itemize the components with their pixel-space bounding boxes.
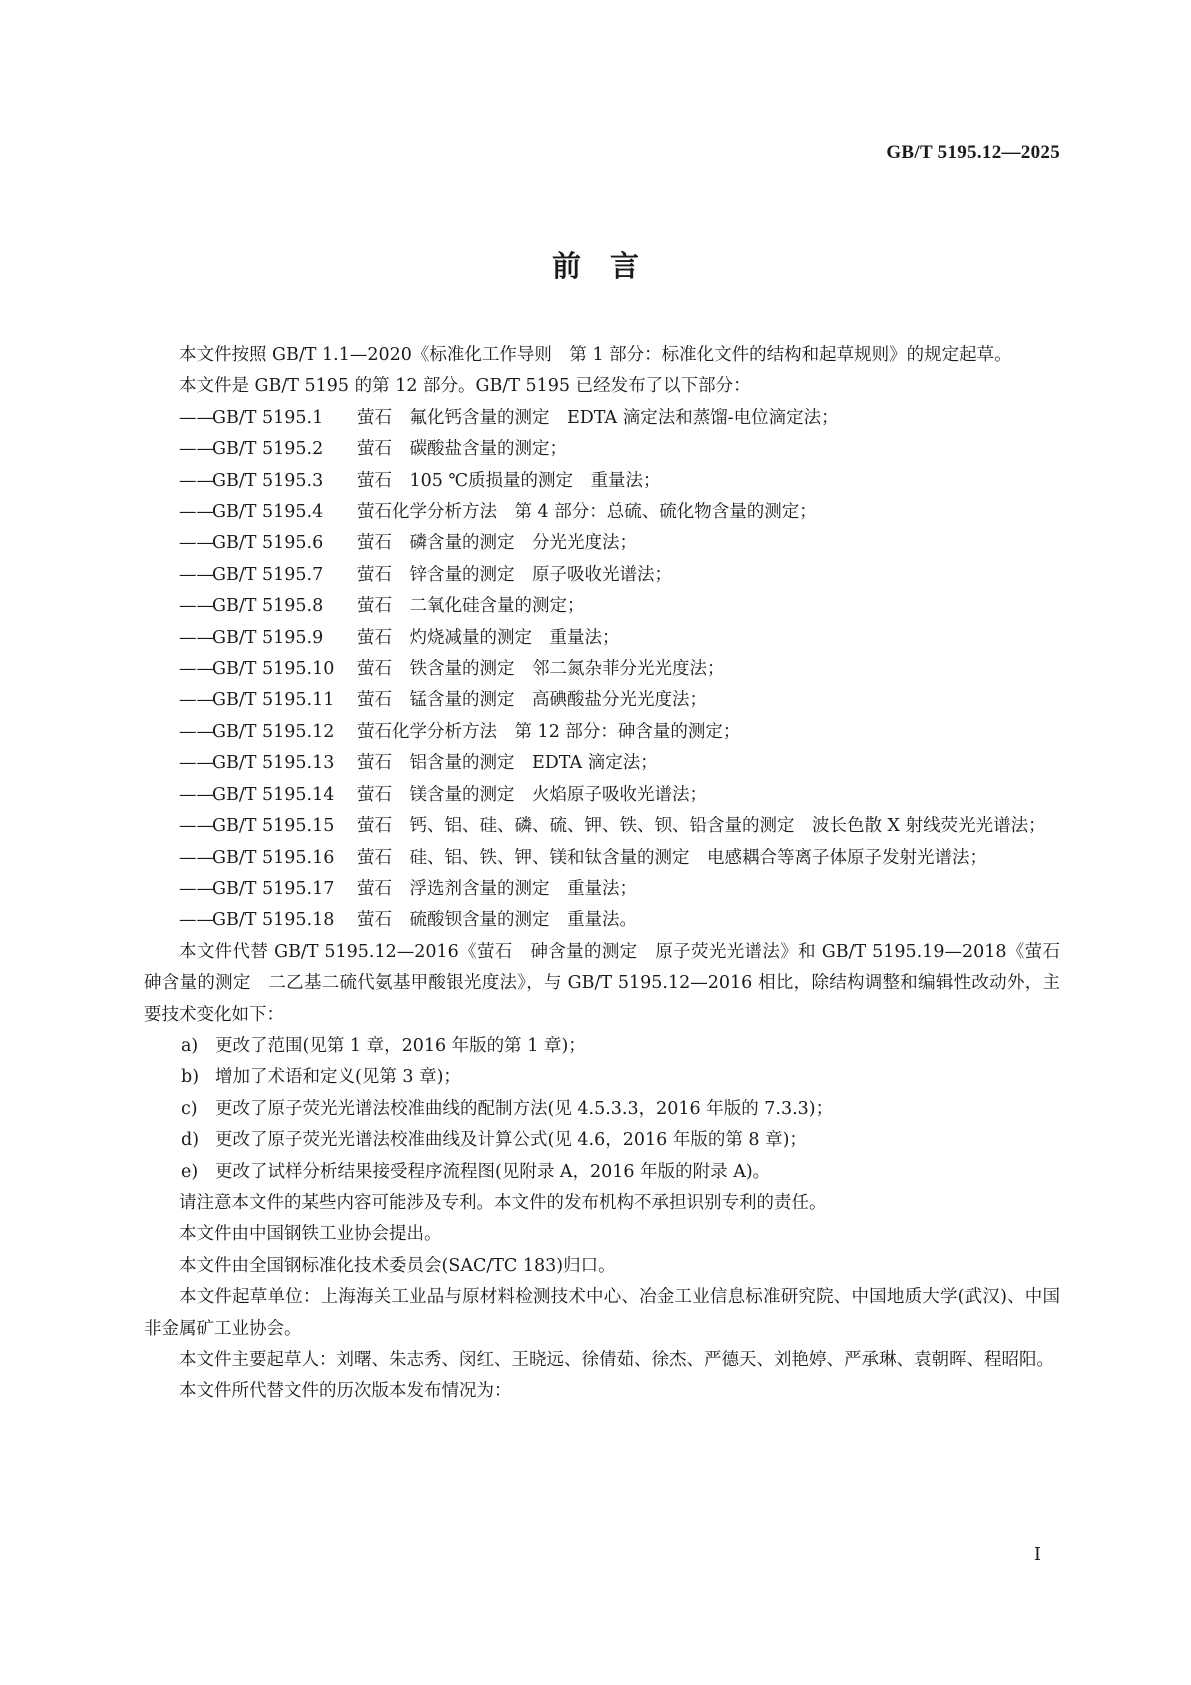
dash-marker: —— xyxy=(179,502,214,523)
list-item xyxy=(144,905,1060,936)
change-marker: b) xyxy=(181,1067,200,1088)
list-item xyxy=(144,497,1060,528)
part-number: GB/T 5195.7 xyxy=(212,564,324,585)
change-item xyxy=(144,1125,1060,1156)
part-number: GB/T 5195.15 xyxy=(212,816,335,837)
change-marker: a) xyxy=(181,1035,199,1056)
part-number: GB/T 5195.13 xyxy=(212,753,335,774)
part-title: 萤石 硅、铝、铁、钾、镁和钛含量的测定 电感耦合等离子体原子发射光谱法； xyxy=(357,847,987,868)
list-item xyxy=(144,685,1060,716)
dash-marker: —— xyxy=(179,627,214,648)
list-item xyxy=(144,434,1060,465)
part-title: 萤石 钙、铝、硅、磷、硫、钾、铁、钡、铅含量的测定 波长色散 X 射线荧光光谱法； xyxy=(357,816,1046,837)
change-text: 增加了术语和定义(见第 3 章)； xyxy=(215,1067,461,1088)
change-marker: d) xyxy=(181,1130,200,1151)
change-item xyxy=(144,1031,1060,1062)
part-title: 萤石 铝含量的测定 EDTA 滴定法； xyxy=(357,753,658,774)
part-number: GB/T 5195.3 xyxy=(212,470,324,491)
dash-marker: —— xyxy=(179,847,214,868)
dash-marker: —— xyxy=(179,910,214,931)
dash-marker: —— xyxy=(179,878,214,899)
proposer-paragraph: 本文件由中国钢铁工业协会提出。 xyxy=(179,1224,442,1245)
part-number: GB/T 5195.10 xyxy=(212,659,335,680)
part-title: 萤石 硫酸钡含量的测定 重量法。 xyxy=(357,910,637,931)
dash-marker: —— xyxy=(179,439,214,460)
part-title: 萤石 105 ℃质损量的测定 重量法； xyxy=(357,470,661,491)
dash-marker: —— xyxy=(179,784,214,805)
list-item xyxy=(144,811,1060,842)
dash-marker: —— xyxy=(179,753,214,774)
dash-marker: —— xyxy=(179,816,214,837)
change-text: 更改了原子荧光光谱法校准曲线的配制方法(见 4.5.3.3，2016 年版的 7.3.3)； xyxy=(215,1098,834,1119)
list-item xyxy=(144,528,1060,559)
part-title: 萤石 碳酸盐含量的测定； xyxy=(357,439,567,460)
part-number: GB/T 5195.2 xyxy=(212,439,324,460)
part-title: 萤石 浮选剂含量的测定 重量法； xyxy=(357,878,637,899)
list-item xyxy=(144,591,1060,622)
list-item xyxy=(144,717,1060,748)
change-text: 更改了原子荧光光谱法校准曲线及计算公式(见 4.6，2016 年版的第 8 章)； xyxy=(215,1130,807,1151)
list-item xyxy=(144,654,1060,685)
list-item xyxy=(144,623,1060,654)
part-number: GB/T 5195.16 xyxy=(212,847,335,868)
part-number: GB/T 5195.1 xyxy=(212,407,324,428)
part-title: 萤石 锰含量的测定 高碘酸盐分光光度法； xyxy=(357,690,707,711)
dash-marker: —— xyxy=(179,690,214,711)
page-title: 前 言 xyxy=(551,249,639,283)
part-number: GB/T 5195.14 xyxy=(212,784,335,805)
intro-paragraph: 本文件是 GB/T 5195 的第 12 部分。GB/T 5195 已经发布了以下部分： xyxy=(179,376,751,397)
list-item xyxy=(144,466,1060,497)
dash-marker: —— xyxy=(179,470,214,491)
part-title: 萤石 二氧化硅含量的测定； xyxy=(357,596,585,617)
committee-paragraph: 本文件由全国钢标准化技术委员会(SAC/TC 183)归口。 xyxy=(179,1255,616,1276)
patent-notice: 请注意本文件的某些内容可能涉及专利。本文件的发布机构不承担识别专利的责任。 xyxy=(179,1192,827,1213)
change-item xyxy=(144,1157,1060,1188)
change-marker: e) xyxy=(181,1161,199,1182)
intro-paragraph: 本文件按照 GB/T 1.1—2020《标准化工作导则 第 1 部分：标准化文件的结构和起草规则》的规定起草。 xyxy=(179,345,1012,365)
page-number: I xyxy=(1033,1544,1041,1565)
list-item xyxy=(144,874,1060,905)
change-text: 更改了范围(见第 1 章，2016 年版的第 1 章)； xyxy=(215,1035,586,1056)
part-number: GB/T 5195.17 xyxy=(212,878,335,899)
part-title: 萤石 锌含量的测定 原子吸收光谱法； xyxy=(357,564,672,585)
changes-list xyxy=(144,1031,1060,1188)
part-title: 萤石 镁含量的测定 火焰原子吸收光谱法； xyxy=(357,784,707,805)
document-body xyxy=(144,340,1078,1408)
replacement-paragraph: 本文件代替 GB/T 5195.12—2016《萤石 砷含量的测定 原子荧光光谱法》和 GB/T 5195.19—2018《萤石 砷含量的测定 二乙基二硫代氨基甲酸银光度法》，与 GB/T 5195.12—2016 相比，除结构调整和编辑性改动外，主要技术变化如下： xyxy=(144,941,1078,1025)
part-title: 萤石 铁含量的测定 邻二氮杂菲分光光度法； xyxy=(357,659,725,680)
part-title: 萤石化学分析方法 第 4 部分：总硫、硫化物含量的测定； xyxy=(357,502,817,523)
list-item xyxy=(144,780,1060,811)
dash-marker: —— xyxy=(179,596,214,617)
dash-marker: —— xyxy=(179,533,214,554)
part-number: GB/T 5195.4 xyxy=(212,502,324,523)
dash-marker: —— xyxy=(179,659,214,680)
drafters-paragraph: 本文件主要起草人：刘曙、朱志秀、闵红、王晓远、徐倩茹、徐杰、严德天、刘艳婷、严承琳、袁朝晖、程昭阳。 xyxy=(179,1350,1054,1370)
dash-marker: —— xyxy=(179,721,214,742)
dash-marker: —— xyxy=(179,564,214,585)
change-item xyxy=(144,1094,1060,1125)
part-number: GB/T 5195.9 xyxy=(212,627,324,648)
part-number: GB/T 5195.6 xyxy=(212,533,324,554)
list-item xyxy=(144,843,1060,874)
part-title: 萤石化学分析方法 第 12 部分：砷含量的测定； xyxy=(357,721,741,742)
part-number: GB/T 5195.12 xyxy=(212,721,335,742)
list-item xyxy=(144,560,1060,591)
part-title: 萤石 氟化钙含量的测定 EDTA 滴定法和蒸馏-电位滴定法； xyxy=(357,407,839,428)
part-number: GB/T 5195.18 xyxy=(212,910,335,931)
change-item xyxy=(144,1062,1060,1093)
drafting-units-paragraph: 本文件起草单位：上海海关工业品与原材料检测技术中心、冶金工业信息标准研究院、中国地质大学(武汉)、中国非金属矿工业协会。 xyxy=(144,1287,1060,1339)
part-number: GB/T 5195.8 xyxy=(212,596,324,617)
part-title: 萤石 灼烧减量的测定 重量法； xyxy=(357,627,620,648)
document-code: GB/T 5195.12—2025 xyxy=(886,142,1060,163)
parts-list xyxy=(144,403,1060,937)
part-title: 萤石 磷含量的测定 分光光度法； xyxy=(357,533,637,554)
history-paragraph: 本文件所代替文件的历次版本发布情况为： xyxy=(179,1381,512,1402)
change-marker: c) xyxy=(181,1098,198,1119)
list-item xyxy=(144,748,1060,779)
dash-marker: —— xyxy=(179,407,214,428)
part-number: GB/T 5195.11 xyxy=(212,690,335,711)
change-text: 更改了试样分析结果接受程序流程图(见附录 A，2016 年版的附录 A)。 xyxy=(215,1161,771,1182)
list-item xyxy=(144,403,1060,434)
